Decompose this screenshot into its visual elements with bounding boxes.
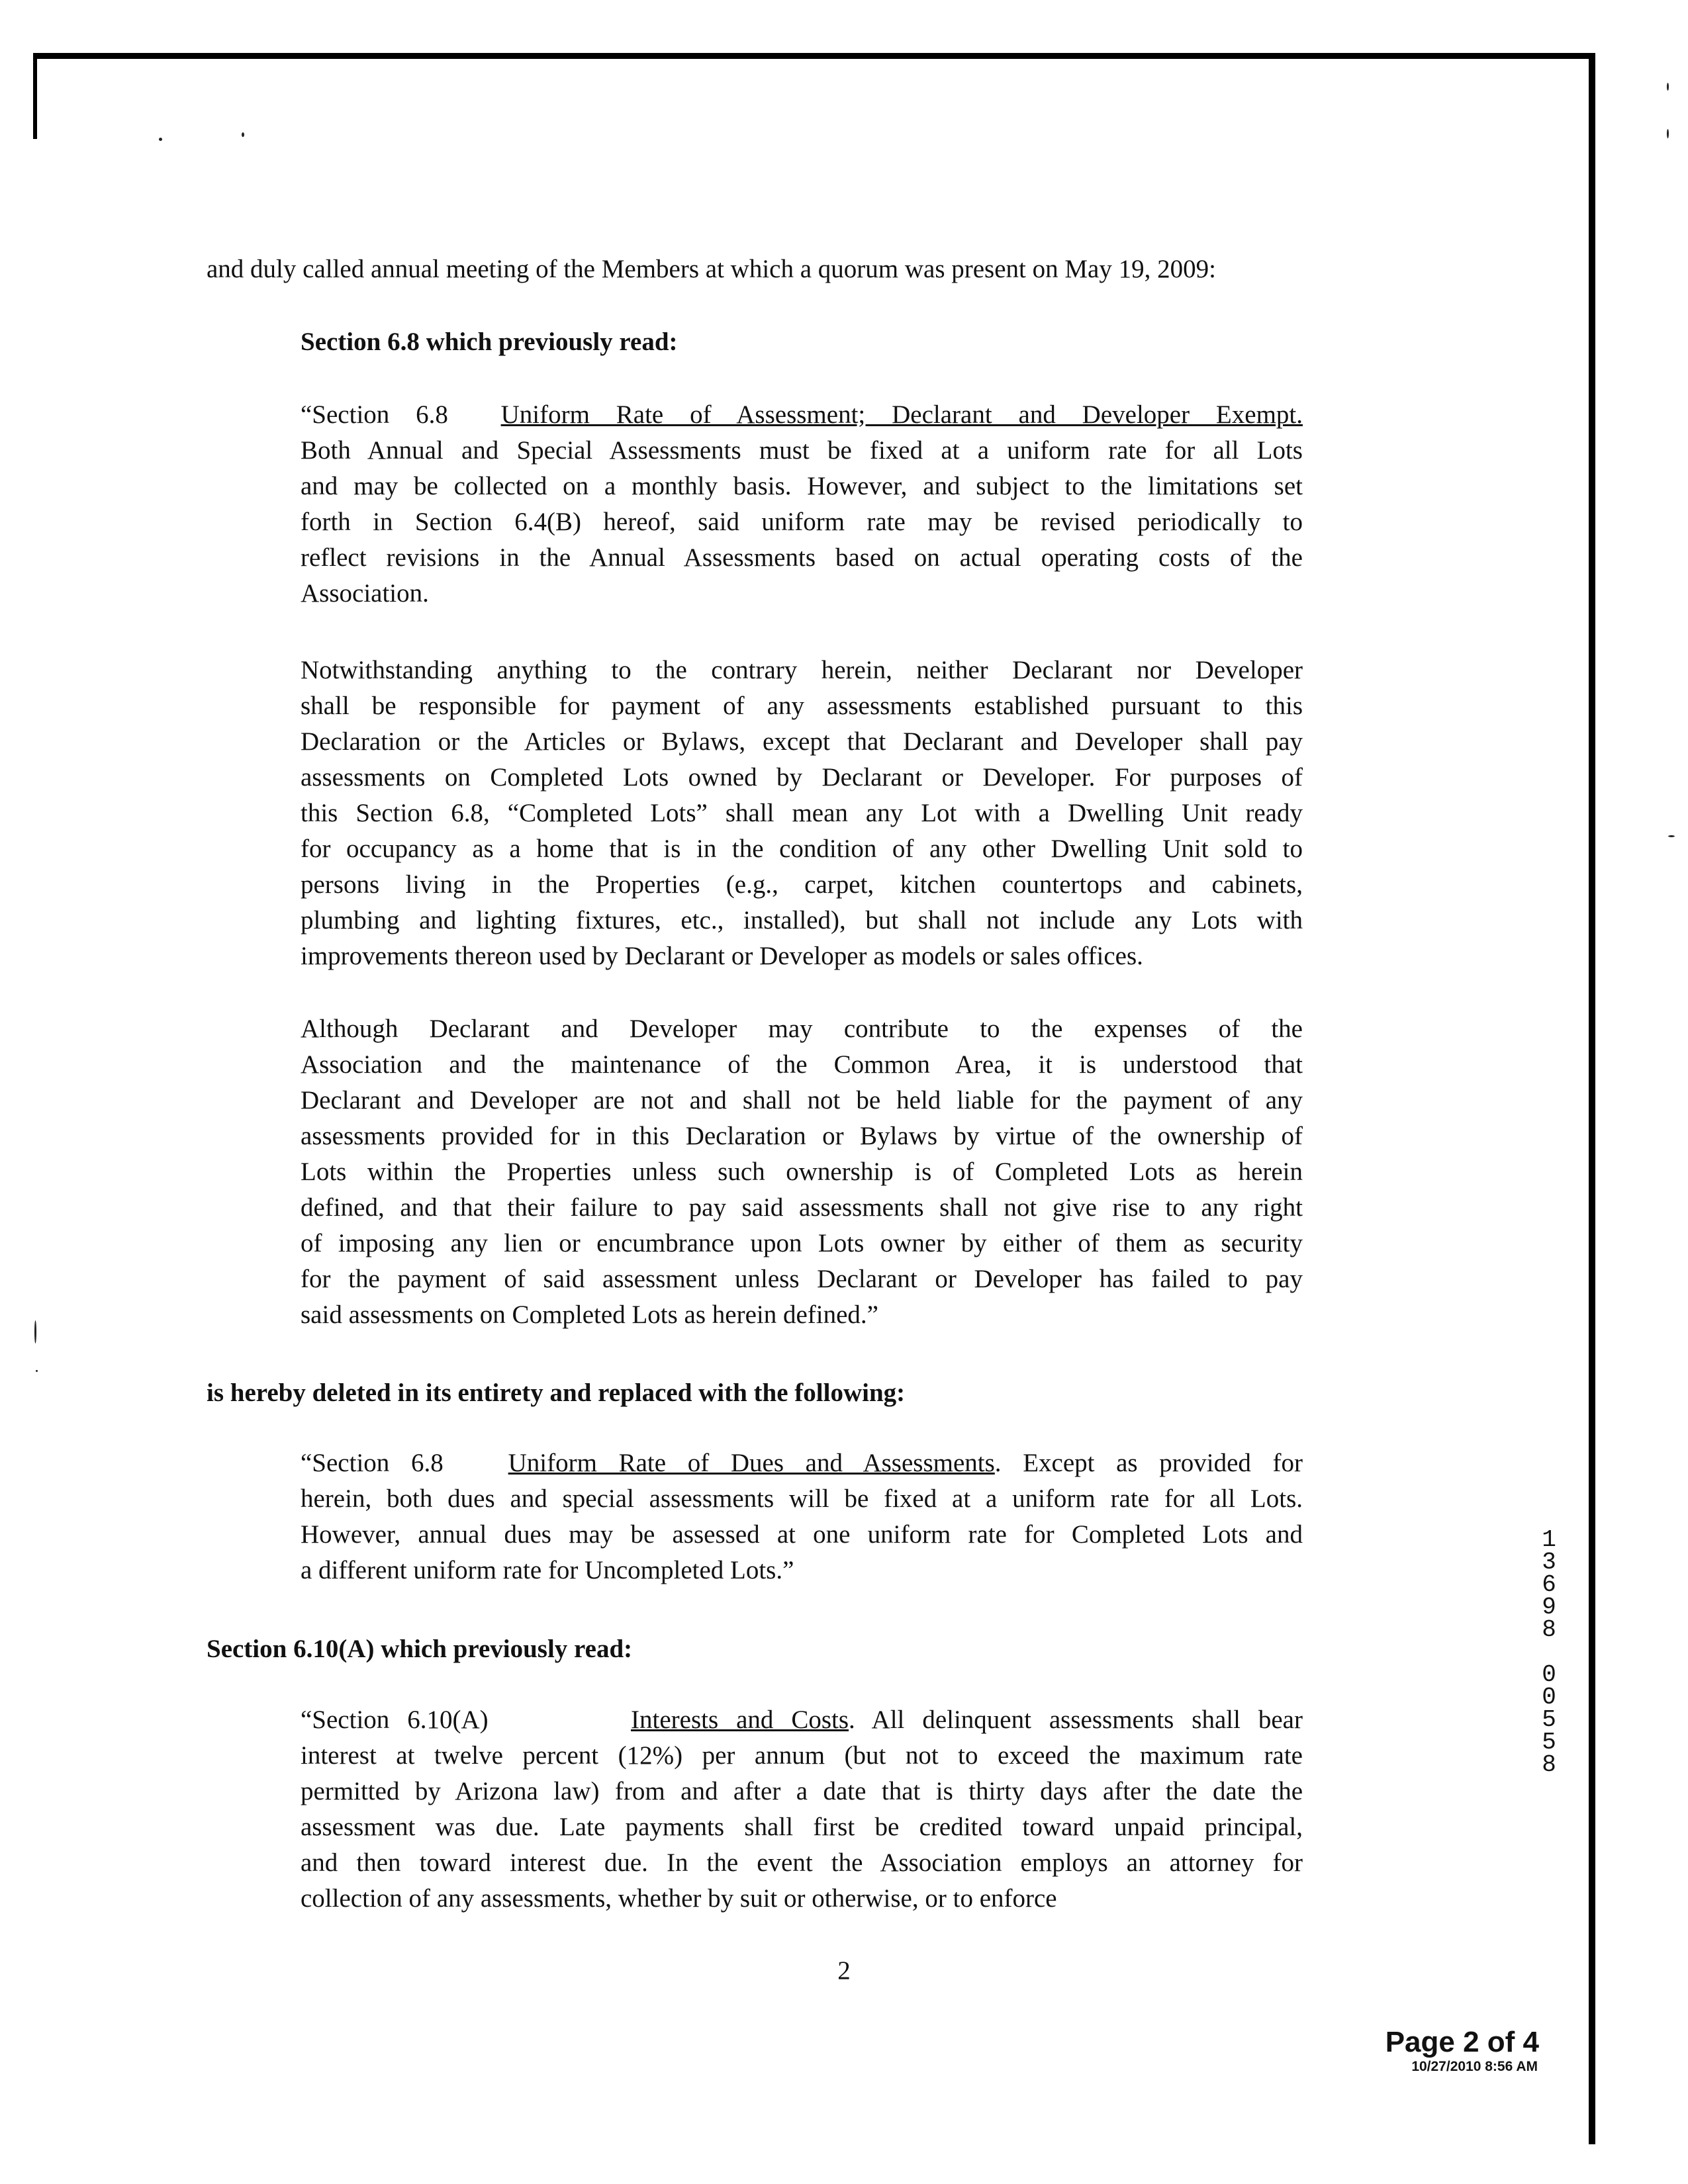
text-span: “Section 6.10(A) [301,1706,632,1734]
text-line: Lots within the Properties unless such ownership is of Completed Lots as herein [301,1158,1303,1186]
heading-text: is hereby deleted in its entirety and replaced with the following: [207,1379,906,1407]
text-line: Association. [301,579,429,608]
text-line: collection of any assessments, whether by suit or otherwise, or to enforce [301,1884,1057,1913]
text-line: Notwithstanding anything to the contrary herein, neither Declarant nor Developer [301,656,1303,684]
text-span: . Except as provided for [994,1449,1303,1477]
recording-digit [1532,1641,1566,1664]
text-line: of imposing any lien or encumbrance upon Lots owner by either of them as security [301,1229,1303,1257]
text-line: Although Declarant and Developer may contribute to the expenses of the [301,1015,1303,1043]
text-span: . All delinquent assessments shall bear [849,1706,1303,1734]
text-line: permitted by Arizona law) from and after a date that is thirty days after the date the [301,1777,1303,1805]
scan-speck [1667,129,1669,138]
recording-digit: 9 [1542,1594,1556,1621]
text-line: forth in Section 6.4(B) hereof, said uniform rate may be revised periodically to [301,508,1303,536]
recording-digit: 8 [1542,1616,1556,1643]
text-line: for the payment of said assessment unless Declarant or Developer has failed to pay [301,1265,1303,1293]
text-line: However, annual dues may be assessed at one uniform rate for Completed Lots and [301,1520,1303,1549]
page-count: Page 2 of 4 [1385,2026,1539,2058]
recording-digit: 6 [1542,1571,1556,1598]
text-line: herein, both dues and special assessments will be fixed at a uniform rate for all Lots. [301,1484,1303,1513]
scan-speck [159,138,162,141]
text-line: for occupancy as a home that is in the condition of any other Dwelling Unit sold to [301,835,1303,863]
recording-digit: 0 [1542,1661,1556,1688]
fax-footer [1385,2026,1539,2075]
section-title-underlined: Uniform Rate of Dues and Assessments [508,1449,995,1477]
recording-digit: 5 [1542,1706,1556,1733]
scan-speck [36,1370,38,1372]
text-line: Association and the maintenance of the Common Area, it is understood that [301,1050,1303,1079]
heading-text: Section 6.10(A) which previously read: [207,1635,633,1663]
text-line: shall be responsible for payment of any assessments established pursuant to this [301,692,1303,720]
text-line: assessments provided for in this Declaration or Bylaws by virtue of the ownership of [301,1122,1303,1150]
quote-section-6-8-para-2 [301,653,1303,974]
intro-text [207,251,1216,287]
text-span: “Section 6.8 [301,1449,508,1477]
quote-section-6-10a [301,1702,1303,1917]
text-line: a different uniform rate for Uncompleted Lots.” [301,1556,794,1584]
section-title-underlined: Uniform Rate of Assessment; Declarant and Developer Exempt. [500,400,1303,429]
scan-speck [242,132,244,137]
heading-replaced-with [207,1375,905,1411]
recording-digit: 3 [1542,1549,1556,1576]
heading-section-6-10a-previous [207,1631,632,1667]
quote-section-6-8-para-1 [301,397,1303,612]
heading-section-6-8-previous [301,324,678,360]
text-line: improvements thereon used by Declarant or Developer as models or sales offices. [301,942,1143,970]
text-line: and may be collected on a monthly basis. However, and subject to the limitations set [301,472,1303,500]
text-line: defined, and that their failure to pay said assessments shall not give rise to any right [301,1193,1303,1222]
text-line: Declarant and Developer are not and shall not be held liable for the payment of any [301,1086,1303,1115]
section-title-underlined: Interests and Costs [631,1706,849,1734]
scan-border-left [33,53,37,139]
text-line: Both Annual and Special Assessments must be fixed at a uniform rate for all Lots [301,436,1303,465]
text-line [301,397,1303,433]
text-line: assessments on Completed Lots owned by Declarant or Developer. For purposes of [301,763,1303,792]
text-line: Declaration or the Articles or Bylaws, except that Declarant and Developer shall pay [301,727,1303,756]
quote-section-6-8-new [301,1445,1303,1588]
scan-border-right [1589,53,1595,2144]
page-number: 2 [837,1956,851,1985]
recording-number [1532,1526,1566,1778]
text-span: “Section 6.8 [301,400,501,429]
text-line [301,1445,1303,1481]
text-line: said assessments on Completed Lots as herein defined.” [301,1300,878,1329]
text-line: reflect revisions in the Annual Assessments based on actual operating costs of the [301,543,1303,572]
text-line: persons living in the Properties (e.g., carpet, kitchen countertops and cabinets, [301,870,1303,899]
recording-digit: 1 [1542,1526,1556,1553]
text-line: interest at twelve percent (12%) per annum (but not to exceed the maximum rate [301,1741,1303,1770]
text-line: assessment was due. Late payments shall first be credited toward unpaid principal, [301,1813,1303,1841]
intro-line: and duly called annual meeting of the Members at which a quorum was present on May 19, 2009: [207,255,1216,283]
recording-digit: 0 [1542,1684,1556,1711]
scan-speck [34,1320,36,1343]
scan-border-top [34,53,1595,59]
quote-section-6-8-para-3 [301,1011,1303,1333]
recording-digit: 5 [1542,1729,1556,1756]
scan-speck [1668,835,1675,837]
scan-speck [1667,83,1669,91]
text-line: and then toward interest due. In the event the Association employs an attorney for [301,1848,1303,1877]
recording-digit: 8 [1542,1751,1556,1778]
text-line: this Section 6.8, “Completed Lots” shall mean any Lot with a Dwelling Unit ready [301,799,1303,827]
text-line [301,1702,1303,1738]
text-line: plumbing and lighting fixtures, etc., installed), but shall not include any Lots with [301,906,1303,934]
heading-text: Section 6.8 which previously read: [301,328,678,356]
timestamp: 10/27/2010 8:56 AM [1411,2059,1538,2074]
